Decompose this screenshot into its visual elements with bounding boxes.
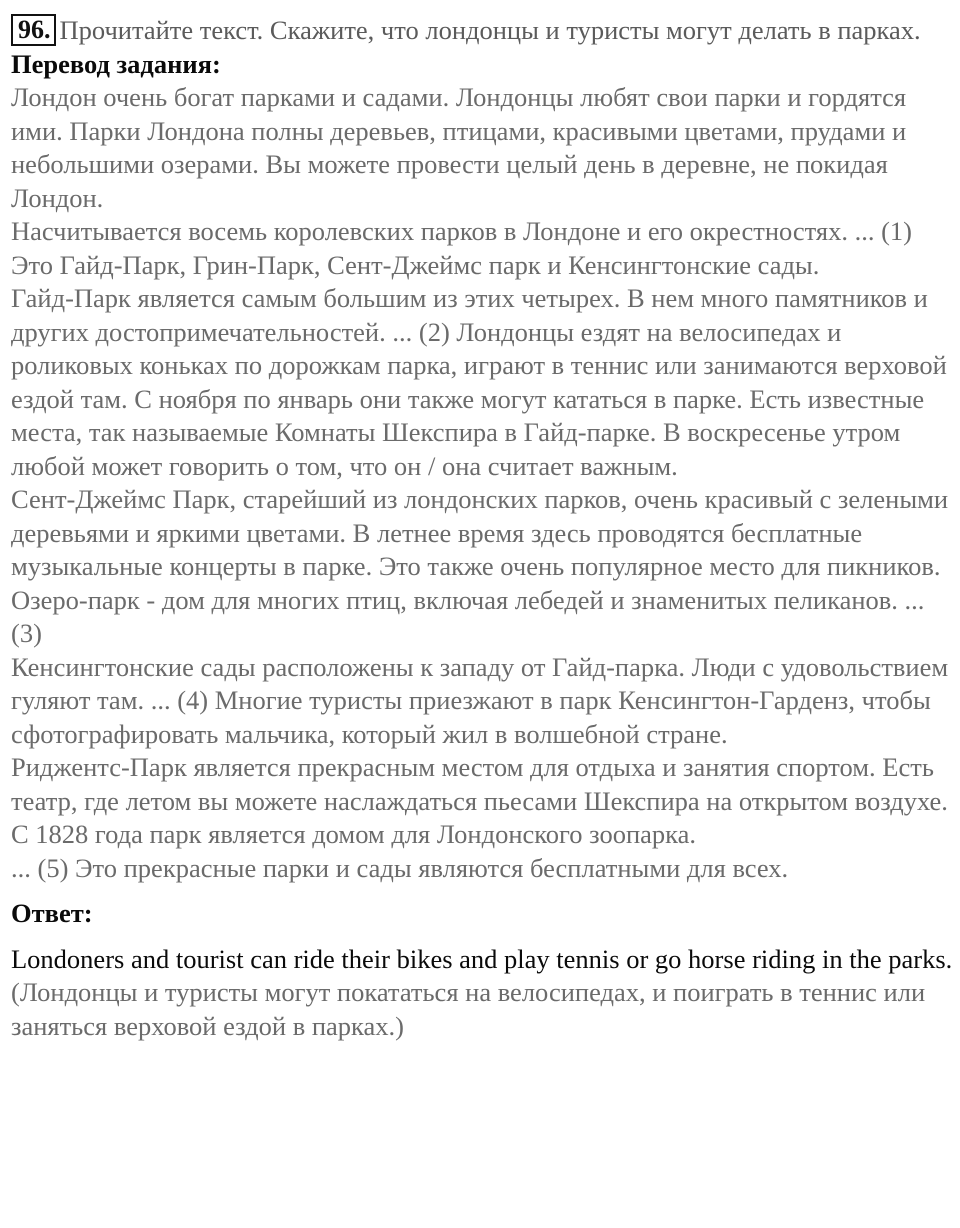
translation-paragraph: ... (5) Это прекрасные парки и сады являются бесплатными для всех. — [11, 852, 789, 883]
translation-paragraph: Лондон очень богат парками и садами. Лондонцы любят свои парки и гордятся ими. Парки Лондона полны деревьев, птицами, красивыми цветами, прудами и небольшими озерами. Вы можете провести целый день в деревне, не покидая Лондон. — [11, 82, 907, 213]
answer-russian: (Лондонцы и туристы могут покататься на велосипедах, и поиграть в теннис или заняться верховой ездой в парках.) — [11, 977, 926, 1041]
translation-paragraph: Гайд-Парк является самым большим из этих четырех. В нем много памятников и других достопримечательностей. ... (2) Лондонцы ездят на велосипедах и роликовых коньках по дорожкам парка, играют в теннис или занимаются верховой ездой там. С ноября по январь они также могут кататься в парке. Есть известные места, так называемые Комнаты Шекспира в Гайд-парке. В воскресенье утром любой может говорить о том, что он / она считает важным. — [11, 283, 947, 481]
answer-text — [11, 943, 955, 1044]
answer-heading: Ответ: — [11, 898, 93, 928]
translation-paragraph: Насчитывается восемь королевских парков в Лондоне и его окрестностях. ... (1) Это Гайд-Парк, Грин-Парк, Сент-Джеймс парк и Кенсингтонские сады. — [11, 216, 912, 280]
task-instruction-line — [11, 14, 955, 48]
task-number-badge: 96. — [11, 14, 56, 46]
translation-paragraph: Риджентс-Парк является прекрасным местом для отдыха и занятия спортом. Есть театр, где летом вы можете наслаждаться пьесами Шекспира на открытом воздухе. С 1828 года парк является домом для Лондонского зоопарка. — [11, 752, 948, 849]
task-instruction: Прочитайте текст. Скажите, что лондонцы и туристы могут делать в парках. — [59, 15, 921, 45]
translation-paragraph: Сент-Джеймс Парк, старейший из лондонских парков, очень красивый с зелеными деревьями и яркими цветами. В летнее время здесь проводятся бесплатные музыкальные концерты в парке. Это также очень популярное место для пикников. Озеро-парк - дом для многих птиц, включая лебедей и знаменитых пеликанов. ... (3) — [11, 484, 949, 648]
exercise-page — [11, 14, 955, 1043]
translation-text — [11, 81, 955, 885]
translation-paragraph: Кенсингтонские сады расположены к западу от Гайд-парка. Люди с удовольствием гуляют там. ... (4) Многие туристы приезжают в парк Кенсингтон-Гарденз, чтобы сфотографировать мальчика, который жил в волшебной стране. — [11, 651, 949, 749]
translation-heading: Перевод задания: — [11, 48, 221, 79]
answer-english: Londoners and tourist can ride their bikes and play tennis or go horse riding in the parks. — [11, 943, 953, 974]
